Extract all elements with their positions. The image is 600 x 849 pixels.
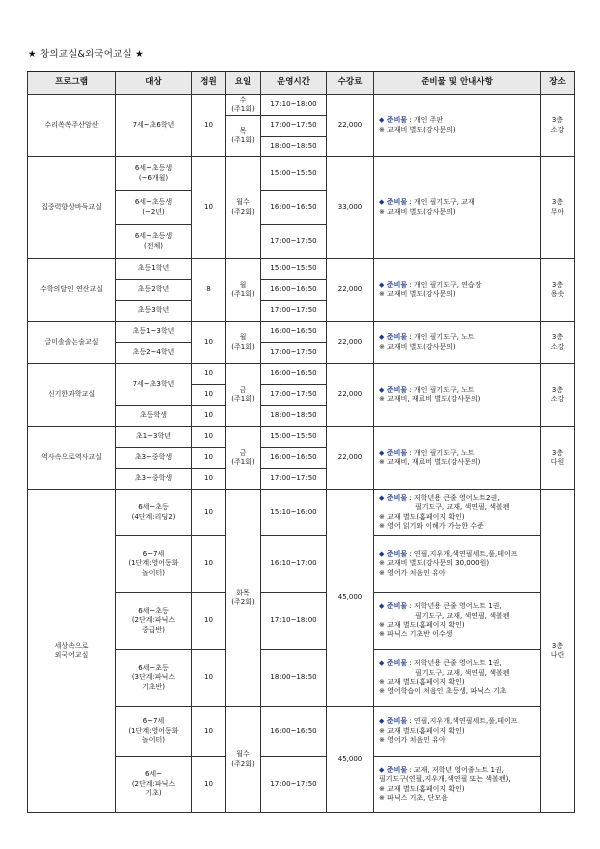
notes-cell bbox=[374, 707, 541, 757]
prep-label: ◆ 준비물 bbox=[379, 385, 408, 394]
table-row bbox=[28, 157, 575, 191]
capacity-cell: 10 bbox=[192, 385, 226, 406]
prep-label: ◆ 준비물 bbox=[379, 659, 408, 668]
target-cell: 6세~초등 (2단계:파닉스 중급반) bbox=[116, 593, 192, 650]
prep-label: ◆ 준비물 bbox=[379, 602, 408, 611]
time-cell: 16:00~16:50 bbox=[261, 322, 327, 343]
note-text: ※ 교재 별도(홈페이지 확인) bbox=[379, 678, 465, 686]
table-row bbox=[28, 427, 575, 448]
note-text: ※ 영어 읽기와 이해가 가능한 수준 bbox=[379, 521, 484, 530]
target-cell: 6세~초등생 (~2년) bbox=[116, 191, 192, 225]
fee-cell: 33,000 bbox=[327, 157, 374, 259]
notes-cell bbox=[374, 536, 541, 593]
note-text: ※ 교재비 별도(강사문의) bbox=[379, 342, 456, 351]
header-program: 프로그램 bbox=[28, 72, 116, 95]
notes-cell bbox=[374, 757, 541, 813]
header-place: 장소 bbox=[541, 72, 575, 95]
time-cell: 18:00~18:50 bbox=[261, 406, 327, 427]
time-cell: 17:10~18:00 bbox=[261, 95, 327, 116]
target-cell: 6~7세 (1단계:영어동화 놀이터) bbox=[116, 536, 192, 593]
capacity-cell: 10 bbox=[192, 490, 226, 536]
capacity-cell: 10 bbox=[192, 757, 226, 813]
header-target: 대상 bbox=[116, 72, 192, 95]
prep-label: ◆ 준비물 bbox=[379, 765, 408, 774]
prep-label: ◆ 준비물 bbox=[379, 448, 408, 457]
target-cell: 6세~ (2단계:파닉스 기초) bbox=[116, 757, 192, 813]
time-cell: 17:00~17:50 bbox=[261, 225, 327, 259]
table-row bbox=[28, 322, 575, 343]
prep-text-cont: 필기도구, 교재, 색연필, 색볼펜 bbox=[415, 503, 510, 512]
target-cell: 7세~초6학년 bbox=[116, 95, 192, 157]
day-cell: 화목 (주2회) bbox=[226, 490, 261, 707]
note-text: ※ 교재 별도(홈페이지 확인) bbox=[379, 512, 465, 521]
prep-text: : 개인 필기도구, 노트 bbox=[407, 385, 475, 394]
note-text: ※ 교재비 별도(강사문의) bbox=[379, 125, 456, 134]
place-cell: 3층 용솟 bbox=[541, 259, 575, 322]
notes-cell bbox=[374, 650, 541, 707]
note-text: ※ 교재비, 재료비 별도(강사문의) bbox=[379, 458, 481, 466]
prep-text: : 저학년용 큰줄 영어노트2권, bbox=[407, 493, 500, 502]
notes-cell bbox=[374, 490, 541, 536]
note-text: ※ 교재 별도(홈페이지 확인) bbox=[379, 621, 465, 629]
prep-text: : 개인 주판 bbox=[407, 116, 444, 125]
capacity-cell: 10 bbox=[192, 406, 226, 427]
capacity-cell: 10 bbox=[192, 469, 226, 490]
program-name: 수학의달인 연산교실 bbox=[28, 259, 116, 322]
time-cell: 15:10~16:00 bbox=[261, 490, 327, 536]
time-cell: 16:00~16:50 bbox=[261, 364, 327, 385]
time-cell: 17:00~17:50 bbox=[261, 385, 327, 406]
time-cell: 17:00~17:50 bbox=[261, 343, 327, 364]
day-cell: 수 (주1회) bbox=[226, 95, 261, 116]
note-text: ※ 파닉스 기초반 이수생 bbox=[379, 630, 453, 639]
prep-text: : 개인 필기도구, 노트 bbox=[407, 448, 475, 457]
page-title: ★ 창의교실&외국어교실 ★ bbox=[28, 49, 144, 60]
prep-label: ◆ 준비물 bbox=[379, 280, 408, 289]
target-cell: 초1~3학년 bbox=[116, 427, 192, 448]
notes-cell bbox=[374, 259, 541, 322]
time-cell: 18:00~18:50 bbox=[261, 137, 327, 157]
target-cell: 초3~중학생 bbox=[116, 448, 192, 469]
time-cell: 18:00~18:50 bbox=[261, 650, 327, 707]
program-name: 신기한과학교실 bbox=[28, 364, 116, 427]
target-cell: 초등1학년 bbox=[116, 259, 192, 280]
prep-text-cont: 필기도구, 교재, 색연필, 색볼펜 bbox=[415, 668, 510, 677]
place-cell: 3층 무아 bbox=[541, 157, 575, 259]
note-text: ※ 교재비 별도(강사문의 30,000원) bbox=[379, 559, 490, 568]
fee-cell: 45,000 bbox=[327, 490, 374, 707]
time-cell: 17:00~17:50 bbox=[261, 301, 327, 322]
day-cell: 금 (주1회) bbox=[226, 364, 261, 427]
notes-cell bbox=[374, 364, 541, 427]
header-notes: 준비물 및 안내사항 bbox=[374, 72, 541, 95]
time-cell: 16:00~16:50 bbox=[261, 448, 327, 469]
target-cell: 6세~초등 (4단계:리딩2) bbox=[116, 490, 192, 536]
day-cell: 월수 (주2회) bbox=[226, 707, 261, 813]
capacity-cell: 10 bbox=[192, 364, 226, 385]
table-row bbox=[28, 364, 575, 385]
prep-label: ◆ 준비물 bbox=[379, 333, 408, 342]
program-name: 세상속으로 외국어교실 bbox=[28, 490, 116, 813]
capacity-cell: 10 bbox=[192, 593, 226, 650]
prep-label: ◆ 준비물 bbox=[379, 116, 408, 125]
note-text: ※ 교재비 별도(강사문의) bbox=[379, 207, 456, 216]
notes-cell bbox=[374, 95, 541, 157]
table-row bbox=[28, 259, 575, 280]
target-cell: 초등3학년 bbox=[116, 301, 192, 322]
time-cell: 16:10~17:00 bbox=[261, 536, 327, 593]
capacity-cell: 10 bbox=[192, 157, 226, 259]
note-text: ※ 영어학습이 처음인 초등생, 파닉스 기초 bbox=[379, 687, 507, 696]
capacity-cell: 10 bbox=[192, 427, 226, 448]
note-text: ※ 영어가 처음인 유아 bbox=[379, 736, 446, 745]
prep-label: ◆ 준비물 bbox=[379, 198, 408, 207]
place-cell: 3층 소강 bbox=[541, 322, 575, 364]
header-day: 요일 bbox=[226, 72, 261, 95]
note-text: ※ 영어가 처음인 유아 bbox=[379, 568, 446, 577]
day-cell: 금 (주1회) bbox=[226, 427, 261, 490]
time-cell: 17:10~18:00 bbox=[261, 593, 327, 650]
place-cell: 3층 소강 bbox=[541, 95, 575, 157]
prep-text: : 저학년용 큰줄 영어노트 1권, bbox=[407, 659, 502, 668]
note-text: ※ 교재비, 재료비 별도(강사문의) bbox=[379, 395, 481, 403]
capacity-cell: 8 bbox=[192, 259, 226, 322]
time-cell: 17:00~17:50 bbox=[261, 469, 327, 490]
notes-cell bbox=[374, 427, 541, 490]
day-cell: 목 (주1회) bbox=[226, 116, 261, 157]
header-row bbox=[28, 72, 575, 95]
time-cell: 16:00~16:50 bbox=[261, 191, 327, 225]
note-text: ※ 교재 별도(홈페이지 확인) bbox=[379, 726, 465, 735]
capacity-cell: 10 bbox=[192, 95, 226, 157]
capacity-cell: 10 bbox=[192, 650, 226, 707]
table-row bbox=[28, 490, 575, 536]
prep-text: : 저학년용 큰줄 영어노트 1권, bbox=[407, 602, 502, 611]
day-cell: 월 (주1회) bbox=[226, 259, 261, 322]
header-fee: 수강료 bbox=[327, 72, 374, 95]
target-cell: 6세~초등생 (~6개월) bbox=[116, 157, 192, 191]
schedule-table bbox=[27, 71, 575, 813]
target-cell: 6~7세 (1단계:영어동화 놀이터) bbox=[116, 707, 192, 757]
program-name: 글미솔솔논술교실 bbox=[28, 322, 116, 364]
day-cell: 월 (주1회) bbox=[226, 322, 261, 364]
time-cell: 16:00~16:50 bbox=[261, 707, 327, 757]
time-cell: 17:00~17:50 bbox=[261, 757, 327, 813]
time-cell: 15:00~15:50 bbox=[261, 259, 327, 280]
target-cell: 6세~초등생 (전체) bbox=[116, 225, 192, 259]
capacity-cell: 10 bbox=[192, 448, 226, 469]
fee-cell: 22,000 bbox=[327, 364, 374, 427]
notes-cell bbox=[374, 593, 541, 650]
capacity-cell: 10 bbox=[192, 707, 226, 757]
prep-label: ◆ 준비물 bbox=[379, 549, 408, 558]
note-text: ※ 교재비 별도(강사문의) bbox=[379, 290, 456, 298]
table-row bbox=[28, 95, 575, 116]
day-cell: 월수 (주2회) bbox=[226, 157, 261, 259]
target-cell: 7세~초3학년 bbox=[116, 364, 192, 406]
target-cell: 초등2~4학년 bbox=[116, 343, 192, 364]
target-cell: 6세~초등 (3단계:파닉스 기초반) bbox=[116, 650, 192, 707]
time-cell: 17:00~17:50 bbox=[261, 116, 327, 137]
prep-text: : 연필,지우개,색연필세트,풀,테이프 bbox=[407, 549, 518, 558]
prep-label: ◆ 준비물 bbox=[379, 717, 408, 726]
target-cell: 초등1~3학년 bbox=[116, 322, 192, 343]
target-cell: 초등2학년 bbox=[116, 280, 192, 301]
place-cell: 3층 다원 bbox=[541, 427, 575, 490]
prep-label: ◆ 준비물 bbox=[379, 493, 408, 502]
prep-text: : 교재, 저학년 영어줄노트 1권, bbox=[407, 765, 504, 774]
capacity-cell: 10 bbox=[192, 322, 226, 364]
prep-text-cont: 필기도구(연필,지우개,색연필 또는 색볼펜), bbox=[379, 775, 511, 784]
prep-text: : 개인 필기도구, 연습장 bbox=[407, 280, 482, 289]
prep-text-cont: 필기도구, 교재, 색연필, 색볼펜 bbox=[415, 611, 510, 620]
notes-cell bbox=[374, 157, 541, 259]
time-cell: 15:00~15:50 bbox=[261, 427, 327, 448]
time-cell: 15:00~15:50 bbox=[261, 157, 327, 191]
place-cell: 3층 나린 bbox=[541, 490, 575, 813]
header-time: 운영시간 bbox=[261, 72, 327, 95]
program-name: 집중력향상바둑교실 bbox=[28, 157, 116, 259]
notes-cell bbox=[374, 322, 541, 364]
target-cell: 초등학생 bbox=[116, 406, 192, 427]
place-cell: 3층 소강 bbox=[541, 364, 575, 427]
prep-text: : 개인 필기도구, 교재 bbox=[407, 198, 475, 207]
program-name: 수리쏙쏙주산암산 bbox=[28, 95, 116, 157]
capacity-cell: 10 bbox=[192, 536, 226, 593]
fee-cell: 22,000 bbox=[327, 427, 374, 490]
program-name: 역사속으로역사교실 bbox=[28, 427, 116, 490]
fee-cell: 45,000 bbox=[327, 707, 374, 813]
note-text: ※ 파닉스 기초, 단모음 bbox=[379, 793, 448, 802]
fee-cell: 22,000 bbox=[327, 259, 374, 322]
note-text: ※ 교재 별도(홈페이지 확인) bbox=[379, 784, 465, 793]
fee-cell: 22,000 bbox=[327, 95, 374, 157]
target-cell: 초3~중학생 bbox=[116, 469, 192, 490]
prep-text: : 개인 필기도구, 노트 bbox=[407, 333, 475, 342]
time-cell: 16:00~16:50 bbox=[261, 280, 327, 301]
fee-cell: 22,000 bbox=[327, 322, 374, 364]
prep-text: : 연필,지우개,색연필세트,풀,테이프 bbox=[407, 717, 518, 726]
header-capacity: 정원 bbox=[192, 72, 226, 95]
